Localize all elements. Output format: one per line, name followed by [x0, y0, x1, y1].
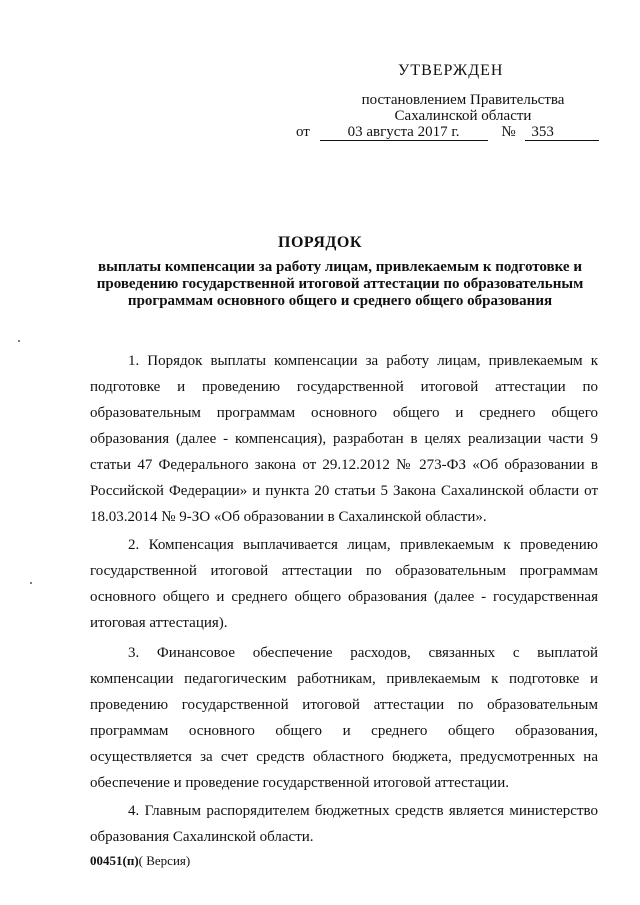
document-version: ( Версия) [138, 853, 191, 868]
scan-speck [18, 340, 20, 342]
number-label: № [501, 124, 516, 140]
paragraph-text: 4. Главным распорядителем бюджетных средств является министерство образования Сахалинской области. [90, 803, 598, 845]
paragraph-text: 2. Компенсация выплачивается лицам, привлекаемым к проведению государственной итоговой аттестации по образовательным программам основного общего и среднего общего образования (далее - государственная итоговая аттестация). [90, 537, 598, 631]
approval-title: УТВЕРЖДЕН [398, 62, 504, 79]
paragraph-2 [90, 532, 598, 636]
from-label: от [296, 124, 310, 140]
document-subtitle: выплаты компенсации за работу лицам, привлекаемым к подготовке и проведению государственной итоговой аттестации по образовательным программам основного общего и среднего общего образования [96, 259, 584, 309]
paragraph-text: 1. Порядок выплаты компенсации за работу лицам, привлекаемым к подготовке и проведению государственной итоговой аттестации по образовательным программам основного общего и среднего общего образования (далее - компенсация), разработан в целях реализации части 9 статьи 47 Федерального закона от 29.12.2012 № 273-ФЗ «Об образовании в Российской Федерации» и пункта 20 статьи 5 Закона Сахалинской области от 18.03.2014 № 9-ЗО «Об образовании в Сахалинской области». [90, 353, 598, 525]
footer-code [90, 853, 190, 869]
approval-authority: постановлением Правительства [361, 92, 565, 108]
paragraph-4 [90, 798, 598, 850]
approval-number: 353 [525, 124, 599, 141]
paragraph-text: 3. Финансовое обеспечение расходов, связанных с выплатой компенсации педагогическим работникам, привлекаемым к подготовке и проведению государственной итоговой аттестации по образовательным программам основного общего и среднего общего образования, осуществляется за счет средств областного бюджета, предусмотренных на обеспечение и проведение государственной итоговой аттестации. [90, 645, 598, 791]
document-title: ПОРЯДОК [278, 234, 362, 251]
document-code: 00451(п) [90, 853, 139, 868]
approval-region: Сахалинской области [394, 108, 532, 124]
scan-speck [30, 582, 32, 584]
approval-date-row [296, 124, 599, 141]
paragraph-1 [90, 348, 598, 530]
paragraph-3 [90, 640, 598, 796]
approval-date: 03 августа 2017 г. [320, 124, 488, 141]
